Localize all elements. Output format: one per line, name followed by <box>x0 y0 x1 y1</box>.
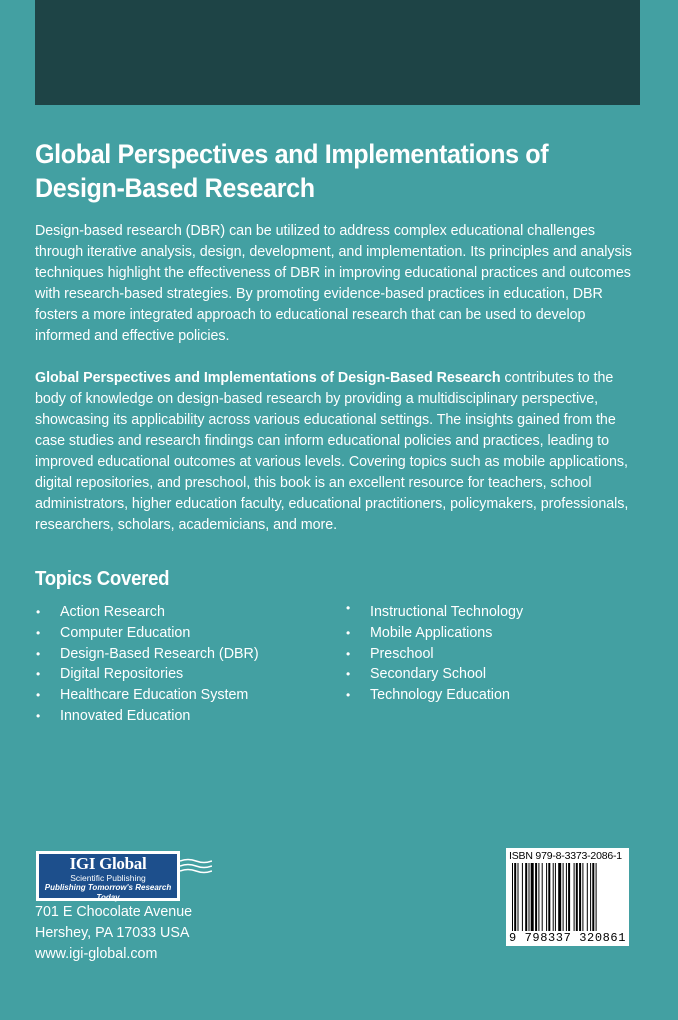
barcode-bar <box>535 863 537 931</box>
topic-item: • Digital Repositories <box>35 664 259 685</box>
bullet-icon: • <box>346 601 351 615</box>
barcode-bar <box>518 863 519 931</box>
barcode-bar <box>531 863 534 931</box>
topic-item: • Action Research <box>35 602 259 623</box>
barcode-digits: 9 798337 320861 <box>509 931 627 945</box>
barcode-bar <box>512 863 513 931</box>
topics-list-left <box>35 602 259 727</box>
description-title-emphasis: Global Perspectives and Implementations of Design-Based Research <box>35 370 501 386</box>
bullet-icon: • <box>346 667 351 682</box>
address-street: 701 E Chocolate Avenue <box>35 904 193 920</box>
logo-panel <box>39 854 177 902</box>
publisher-address <box>35 902 192 964</box>
barcode-bar <box>542 863 543 931</box>
barcode-bar <box>566 863 567 931</box>
bullet-icon: • <box>36 625 41 640</box>
logo-tagline: Publishing Tomorrow's Research Today <box>44 883 172 902</box>
logo-subtitle: Scientific Publishing <box>70 873 146 883</box>
publisher-logo <box>36 851 180 901</box>
isbn-label: ISBN 979-8-3373-2086-1 <box>509 850 622 862</box>
description-paragraph-2 <box>35 368 635 536</box>
bullet-icon: • <box>36 708 41 723</box>
barcode-bar <box>548 863 550 931</box>
bullet-icon: • <box>36 667 41 682</box>
barcode-bar <box>568 863 570 931</box>
logo-name: IGI Global <box>69 854 147 873</box>
barcode-bar <box>538 863 539 931</box>
barcode-bar <box>553 863 554 931</box>
topics-heading: Topics Covered <box>35 568 170 590</box>
barcode-bar <box>529 863 530 931</box>
description-paragraph-1: Design-based research (DBR) can be utilized to address complex educational challenges through iterative analysis, design, development, and implementation. Its principles and analysis techniques highlight the effectiveness of DBR in improving educational practices and outcomes with research-based strategies. By promoting evidence-based practices in education, DBR fosters a more integrated approach to educational research that can be used to develop informed and effective policies. <box>35 223 632 344</box>
top-color-band <box>35 0 640 105</box>
bullet-icon: • <box>346 646 351 661</box>
topic-item: • Technology Education <box>345 685 523 706</box>
book-title: Global Perspectives and Implementations of Design-Based Research <box>35 139 549 203</box>
barcode-bar <box>525 863 527 931</box>
description-paragraph-2-text: contributes to the body of knowledge on design-based research by providing a multidisciplinary perspective, showcasing its applicability across various educational settings. The insights gained from the case studies and research findings can inform educational policies and practices, leading to improved educational outcomes at various levels. Covering topics such as mobile applications, digital repositories, and preschool, this book is an excellent resource for teachers, school administrators, higher education faculty, educational practitioners, policymakers, professionals, researchers, scholars, academicians, and more. <box>35 370 629 533</box>
barcode-bar <box>558 863 561 931</box>
isbn-barcode <box>506 848 629 946</box>
topic-item: • Secondary School <box>345 664 523 685</box>
barcode-bar <box>592 863 594 931</box>
bullet-icon: • <box>36 688 41 703</box>
bullet-icon: • <box>346 625 351 640</box>
barcode-bars <box>510 863 625 931</box>
barcode-bar <box>514 863 516 931</box>
barcode-bar <box>587 863 588 931</box>
barcode-bar <box>579 863 581 931</box>
barcode-bar <box>596 863 597 931</box>
bullet-icon: • <box>36 646 41 661</box>
barcode-bar <box>582 863 583 931</box>
bullet-icon: • <box>346 688 351 703</box>
barcode-bar <box>522 863 523 931</box>
bullet-icon: • <box>36 605 41 619</box>
barcode-bar <box>563 863 564 931</box>
topic-item: • Innovated Education <box>35 706 259 727</box>
topic-item: • Computer Education <box>35 623 259 644</box>
topic-item: • Preschool <box>345 644 523 665</box>
topic-item: • Mobile Applications <box>345 623 523 644</box>
barcode-bar <box>555 863 556 931</box>
barcode-bar <box>576 863 578 931</box>
barcode-bar <box>574 863 575 931</box>
barcode-bar <box>546 863 547 931</box>
topics-list-right <box>345 602 523 706</box>
publisher-website-link[interactable]: www.igi-global.com <box>35 945 158 962</box>
barcode-bar <box>590 863 591 931</box>
topic-item: • Design-Based Research (DBR) <box>35 644 259 665</box>
address-city: Hershey, PA 17033 USA <box>35 924 190 941</box>
topic-item: • Instructional Technology <box>345 602 523 623</box>
topic-item: • Healthcare Education System <box>35 685 259 706</box>
logo-waves-icon <box>180 858 212 876</box>
